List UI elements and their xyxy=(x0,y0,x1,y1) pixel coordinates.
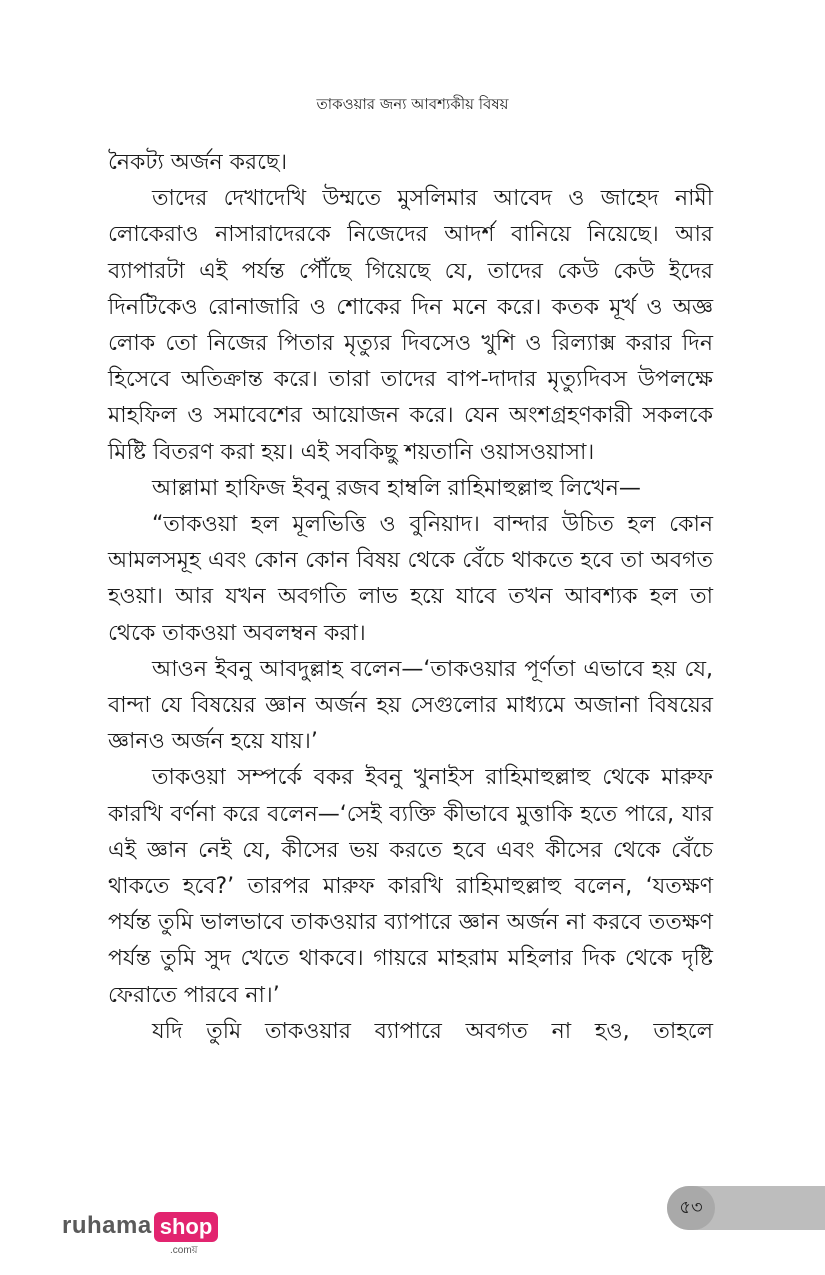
paragraph-last: যদি তুমি তাকওয়ার ব্যাপারে অবগত না হও, তাহলে xyxy=(152,1018,713,1044)
page-body xyxy=(108,145,713,1050)
publisher-logo xyxy=(62,1212,218,1256)
quote-paragraph: “তাকওয়া হল মূলভিত্তি ও বুনিয়াদ। বান্দার উচিত হল কোন আমলসমূহ এবং কোন কোন বিষয় থেকে বেঁচে থাকতে হবে তা অবগত হওয়া। আর যখন অবগতি লাভ হয়ে যাবে তখন আবশ্যক হল তা থেকে তাকওয়া অবলম্বন করা। xyxy=(108,512,713,646)
logo-shop-badge: shop xyxy=(154,1212,219,1242)
page-number: ৫৩ xyxy=(667,1186,715,1230)
logo-domain: .comয় xyxy=(170,1245,198,1256)
running-header: তাকওয়ার জন্য আবশ্যকীয় বিষয় xyxy=(316,95,509,113)
paragraph: আওন ইবনু আবদুল্লাহ বলেন—‘তাকওয়ার পূর্ণতা এভাবে হয় যে, বান্দা যে বিষয়ের জ্ঞান অর্জন হয় সেগুলোর মাধ্যমে অজানা বিষয়ের জ্ঞানও অর্জন হয়ে যায়।’ xyxy=(108,656,713,755)
paragraph: তাদের দেখাদেখি উম্মতে মুসলিমার আবেদ ও জাহেদ নামী লোকেরাও নাসারাদেরকে নিজেদের আদর্শ বানিয়ে নিয়েছে। আর ব্যাপারটা এই পর্যন্ত পৌঁছে গিয়েছে যে, তাদের কেউ কেউ ইদের দিনটিকেও রোনাজারি ও শোকের দিন মনে করে। কতক মূর্খ ও অজ্ঞ লোক তো নিজের পিতার মৃত্যুর দিবসেও খুশি ও রিল্যাক্স করার দিন হিসেবে অতিক্রান্ত করে। তারা তাদের বাপ-দাদার মৃত্যুদিবস উপলক্ষে মাহফিল ও সমাবেশের আয়োজন করে। যেন অংশগ্রহণকারী সকলকে মিষ্টি বিতরণ করা হয়। এই সবকিছু শয়তানি ওয়াসওয়াসা। xyxy=(108,186,713,465)
logo-wordmark: ruhama xyxy=(62,1212,152,1239)
paragraph-continuation: নৈকট্য অর্জন করছে। xyxy=(108,150,288,175)
paragraph: তাকওয়া সম্পর্কে বকর ইবনু খুনাইস রাহিমাহুল্লাহু থেকে মারুফ কারখি বর্ণনা করে বলেন—‘সেই ব্যক্তি কীভাবে মুত্তাকি হতে পারে, যার এই জ্ঞান নেই যে, কীসের ভয় করতে হবে এবং কীসের থেকে বেঁচে থাকতে হবে?’ তারপর মারুফ কারখি রাহিমাহুল্লাহু বলেন, ‘যতক্ষণ পর্যন্ত তুমি ভালভাবে তাকওয়ার ব্যাপারে জ্ঞান অর্জন না করবে ততক্ষণ পর্যন্ত তুমি সুদ খেতে থাকবে। গায়রে মাহরাম মহিলার দিক থেকে দৃষ্টি ফেরাতে পারবে না।’ xyxy=(108,765,713,1008)
paragraph: আল্লামা হাফিজ ইবনু রজব হাম্বলি রাহিমাহুল্লাহু লিখেন— xyxy=(152,475,641,501)
